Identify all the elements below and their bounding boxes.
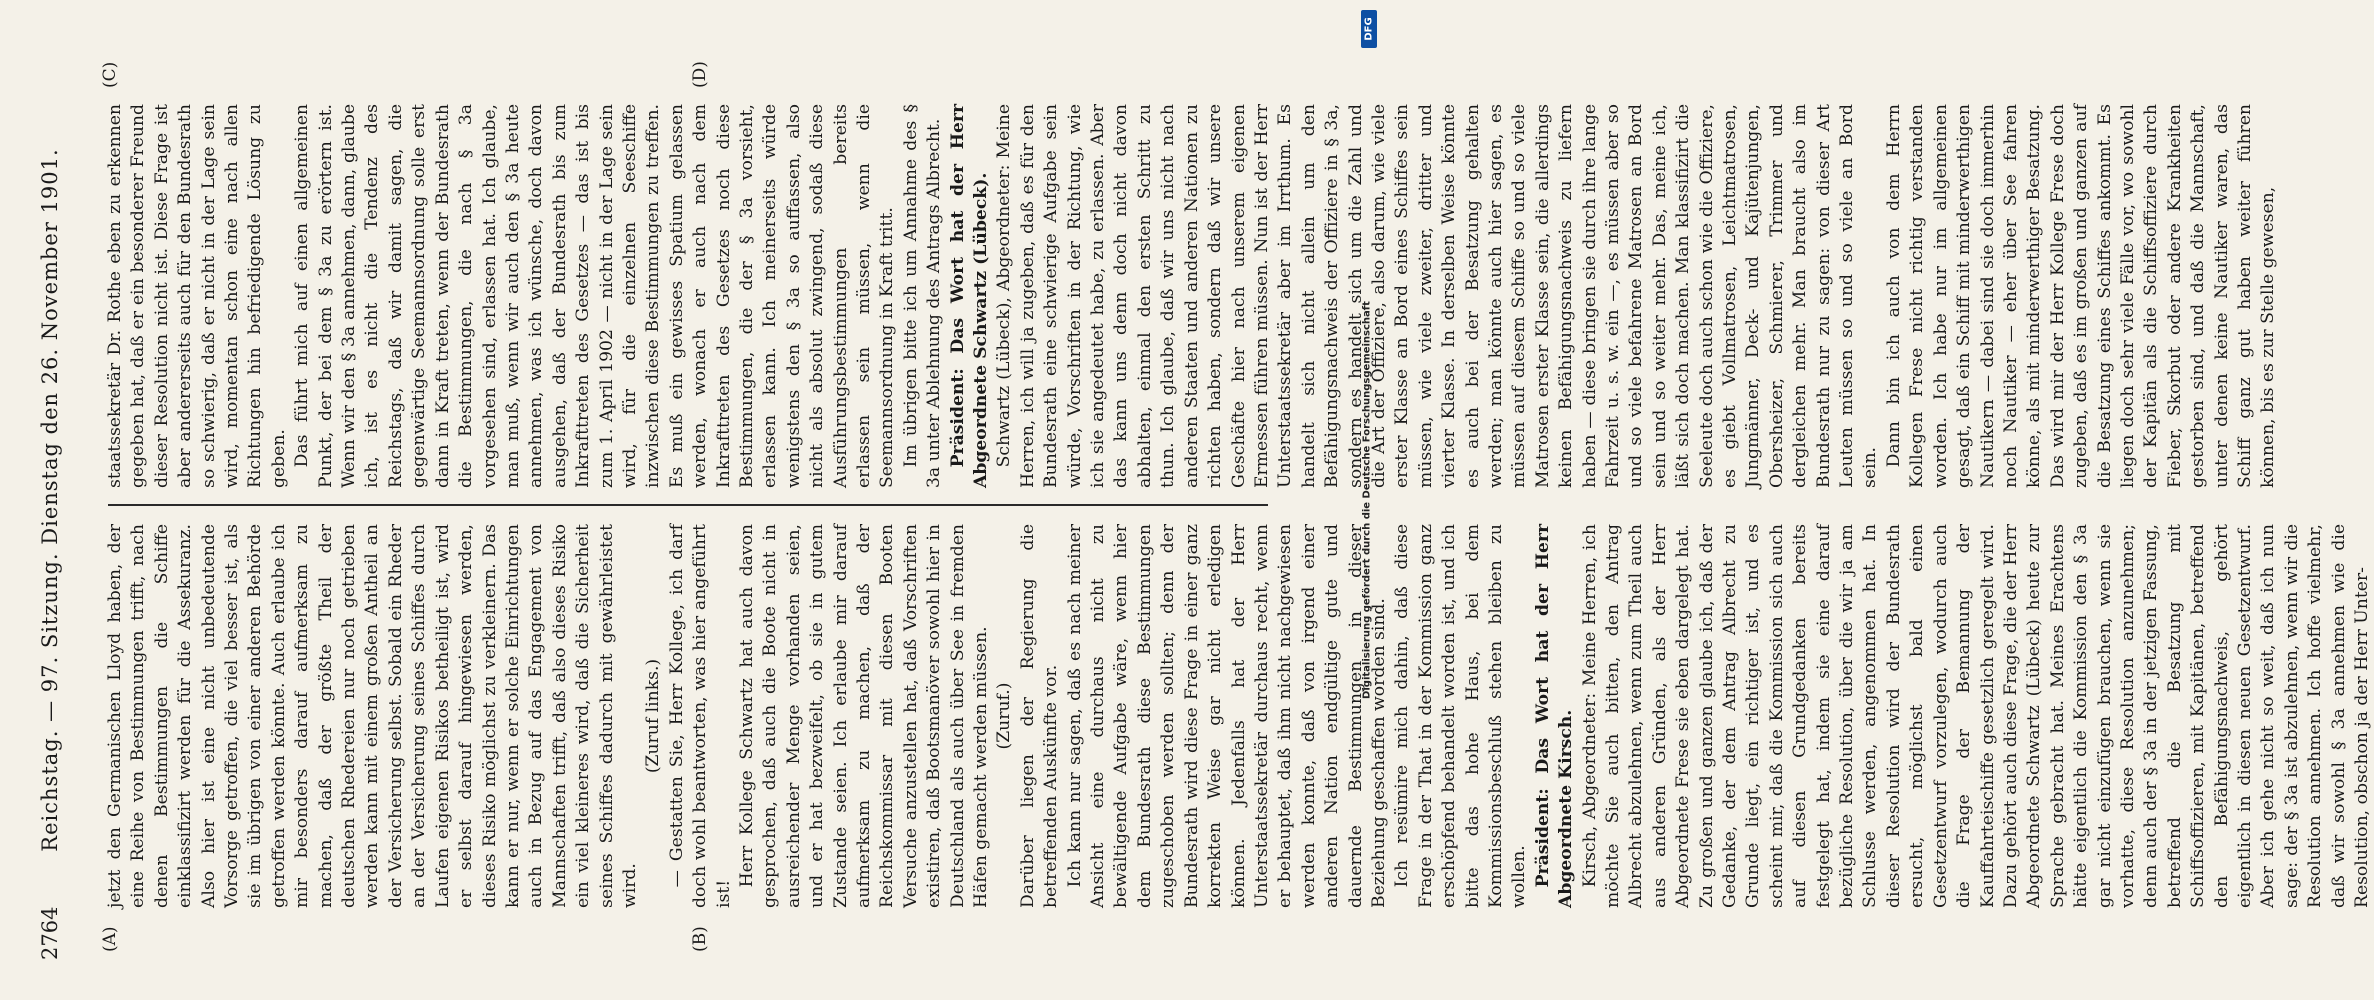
paragraph: Darüber liegen der Regierung die betreffenden Auskünfte vor. bbox=[1017, 524, 1062, 908]
margin-mark-b: (B) bbox=[690, 926, 710, 952]
paragraph: Das führt mich auf einen allgemeinen Punkt, der bei dem § 3a zu erörtern ist. Wenn wir den § 3a annehmen, dann, glaube ich, ist es nicht die Tendenz des Reichstags, daß wir damit sagen, die gegenwärtige Seemannsordnung solle erst dann in Kraft treten, wenn der Bundesrath die Bestimmungen, die nach § 3a vorgesehen sind, erlassen hat. Ich glaube, man muß, wenn wir auch den § 3a heute annehmen, was ich wünsche, doch davon ausgehen, daß der Bundesrath bis zum Inkrafttreten des Gesetzes — das ist bis zum 1. April 1902 — nicht in der Lage sein wird, für die einzelnen Seeschiffe inzwischen diese Bestimmungen zu treffen. Es muß ein gewisses Spatium gelassen werden, wonach er auch nach dem Inkrafttreten des Gesetzes noch diese Bestimmungen, die der § 3a vorsieht, erlassen kann. Ich meinerseits würde wenigstens den § 3a so auffassen, also nicht als absolut zwingend, sodaß diese Ausführungsbestimmungen bereits erlassen sein müssen, wenn die Seemannsordnung in Kraft tritt. bbox=[292, 104, 898, 488]
dfg-logo: DFG bbox=[1361, 10, 1377, 48]
paragraph: jetzt den Germanischen Lloyd haben, der eine Reihe von Bestimmungen trifft, nach denen Bestimmungen die Schiffe einklassifizirt werden für die Assekuranz. Also hier ist eine nicht unbedeutende Vorsorge getroffen, die viel besser ist, als sie im übrigen von einer anderen Behörde getroffen werden könnte. Auch erlaube ich mir besonders darauf aufmerksam zu machen, daß der größte Theil der deutschen Rhedereien nur noch getrieben werden kann mit einem großen Antheil an der Versicherung selbst. Sobald ein Rheder an der Versicherung seines Schiffes durch Laufen eigenen Risikos betheiligt ist, wird er selbst darauf hingewiesen werden, dieses Risiko möglichst zu verkleinern. Das kann er nur, wenn er solche Einrichtungen auch in Bezug auf das Engagement von Mannschaften trifft, daß also dieses Risiko ein viel kleineres wird, daß die Sicherheit seines Schiffes dadurch mit gewährleistet wird. bbox=[105, 524, 640, 908]
page-header bbox=[36, 40, 80, 960]
paragraph: Im übrigen bitte ich um Annahme des § 3a unter Ablehnung des Antrags Albrecht. bbox=[900, 104, 945, 488]
paragraph: — Gestatten Sie, Herr Kollege, ich darf doch wohl beantworten, was hier angeführt ist! bbox=[666, 524, 734, 908]
paragraph: Schwartz (Lübeck), Abgeordneter: Meine Herren, ich will ja zugeben, daß es für den Bundesrath eine schwierige Aufgabe sein würde, Vorschriften in der Richtung, wie ich sie angedeutet habe, zu erlassen. Aber das kann uns denn doch nicht davon abhalten, einmal den ersten Schritt zu thun. Ich glaube, daß wir uns nicht nach anderen Staaten und anderen Nationen zu richten haben, sondern daß wir unsere Geschäfte hier nach unserem eigenen Ermessen führen müssen. Nun ist der Herr Unterstaatssekretär aber im Irrthum. Es handelt sich nicht allein um den Befähigungsnachweis der Offiziere in § 3a, sondern es handelt sich um die Zahl und die Art der Offiziere, also darum, wie viele erster Klasse an Bord eines Schiffes sein müssen, wie viele zweiter, dritter und vierter Klasse. In derselben Weise könnte es auch bei der Besatzung gehalten werden; man könnte auch hier sagen, es müssen auf diesem Schiffe so und so viele Matrosen erster Klasse sein, die allerdings keinen Befähigungsnachweis zu liefern haben — diese bringen sie durch ihre lange Fahrzeit u. s. w. ein —, es müssen aber so und so viele befahrene Matrosen an Bord sein und so weiter mehr. Das, meine ich, läßt sich doch machen. Man klassifizirt die Seeleute doch auch schon wie die Offiziere, es giebt Vollmatrosen, Leichtmatrosen, Jungmänner, Deck- und Kajütenjungen, Obersheizer, Schmierer, Trimmer und dergleichen mehr. Man braucht also im Bundesrath nur zu sagen: von dieser Art Leuten müssen so und so viele an Bord sein. bbox=[994, 104, 1881, 488]
left-column bbox=[104, 524, 2374, 908]
digitization-credit bbox=[1357, 0, 1377, 1000]
page-title: Reichstag. — 97. Sitzung. Dienstag den 26. November 1901. bbox=[38, 148, 62, 852]
interjection: (Zuruf.) bbox=[994, 682, 1015, 750]
credit-text: Digitalisierung gefördert durch die Deutsche Forschungsgemeinschaft bbox=[1361, 301, 1373, 699]
speaker-line: Präsident: Das Wort hat der Herr Abgeordnete Kirsch. bbox=[1532, 524, 1577, 908]
paragraph: Ich kann nur sagen, daß es nach meiner Ansicht eine durchaus nicht zu bewältigende Aufgabe wäre, wenn hier dem Bundesrath diese Bestimmungen zugeschoben werden sollten; denn der Bundesrath wird diese Frage in einer ganz korrekten Weise gar nicht erledigen können. Jedenfalls hat der Herr Unterstaatssekretär durchaus recht, wenn er behauptet, daß ihm nicht nachgewiesen werden konnte, daß von irgend einer anderen Nation endgültige gute und dauernde Bestimmungen in dieser Beziehung geschaffen worden sind. bbox=[1064, 524, 1389, 908]
speaker-line: Präsident: Das Wort hat der Herr Abgeordnete Schwartz (Lübeck). bbox=[947, 104, 992, 488]
page-number: 2764 bbox=[38, 906, 62, 960]
interjection: (Zuruf links.) bbox=[643, 658, 664, 774]
paragraph: Ich resümire mich dahin, daß diese Frage in der That in der Kommission ganz erschöpfend behandelt worden ist, und ich bitte das hohe Haus, bei dem Kommissionsbeschluß stehen bleiben zu wollen. bbox=[1392, 524, 1530, 908]
paragraph: Dann bin ich auch von dem Herrn Kollegen Frese nicht richtig verstanden worden. Ich habe nur im allgemeinen gesagt, daß ein Schiff mit minderwerthigen Nautikern — dabei sind sie doch immerhin noch Nautiker — eher über See fahren könne, als mit minderwerthiger Besatzung. Das wird mir der Herr Kollege Frese doch zugeben, daß es im großen und ganzen auf die Besatzung eines Schiffes ankommt. Es liegen doch sehr viele Fälle vor, wo sowohl der Kapitän als die Schiffsoffiziere durch Fieber, Skorbut oder andere Krankheiten gestorben sind, und daß die Mannschaft, unter denen keine Nautiker waren, das Schiff ganz gut haben weiter führen können, bis es zur Stelle gewesen, bbox=[1883, 104, 2279, 488]
paragraph: Herr Kollege Schwartz hat auch davon gesprochen, daß auch die Boote nicht in ausreichender Menge vorhanden seien, und er hat bezweifelt, ob sie in gutem Zustande seien. Ich erlaube mir darauf aufmerksam zu machen, daß der Reichskommissar mit diesen Booten Versuche anzustellen hat, daß Vorschriften existiren, daß Bootsmanöver sowohl hier in Deutschland als auch über See in fremden Häfen gemacht werden müssen. bbox=[736, 524, 992, 908]
column-divider bbox=[108, 504, 1268, 506]
paragraph: Kirsch, Abgeordneter: Meine Herren, ich möchte Sie auch bitten, den Antrag Albrecht abzulehnen, wenn zum Theil auch aus anderen Gründen, als der Herr Abgeordnete Frese sie eben dargelegt hat. Zu großen und ganzen glaube ich, daß der Gedanke, der dem Antrag Albrecht zu Grunde liegt, ein richtiger ist, und es scheint mir, daß die Kommission sich auch auf diesen Grundgedanken bereits festgelegt hat, indem sie eine darauf bezügliche Resolution, über die wir ja am Schlusse werden, angenommen hat. In dieser Resolution wird der Bundesrath ersucht, möglichst bald einen Gesetzentwurf vorzulegen, wodurch auch die Frage der Bemannung der Kauffahrteischiffe gesetzlich geregelt wird. Dazu gehört auch diese Frage, die der Herr Abgeordnete Schwartz (Lübeck) heute zur Sprache gebracht hat. Meines Erachtens hätte eigentlich die Kommission den § 3a gar nicht einzufügen brauchen, wenn sie vorhatte, diese Resolution anzunehmen; denn auch der § 3a in der jetzigen Fassung, betreffend die Besatzung mit Schiffsoffizieren, mit Kapitänen, betreffend den Befähigungsnachweis, gehört eigentlich in diesen neuen Gesetzentwurf. Aber ich gehe nicht so weit, daß ich nun sage: der § 3a ist abzulehnen, wenn wir die Resolution annehmen. Ich hoffe vielmehr, daß wir sowohl § 3a annehmen wie die Resolution, obschon ja der Herr Unter- bbox=[1579, 524, 2372, 908]
margin-mark-c: (C) bbox=[100, 61, 120, 88]
margin-mark-a: (A) bbox=[100, 926, 120, 952]
paragraph: staatssekretär Dr. Rothe eben zu erkennen gegeben hat, daß er ein besonderer Freund dieser Resolution nicht ist. Diese Frage ist aber andererseits auch für den Bundesrath so schwierig, daß er nicht in der Lage sein wird, momentan schon eine nach allen Richtungen hin befriedigende Lösung zu geben. bbox=[105, 104, 289, 488]
margin-mark-d: (D) bbox=[690, 61, 710, 88]
right-column bbox=[104, 104, 2281, 488]
